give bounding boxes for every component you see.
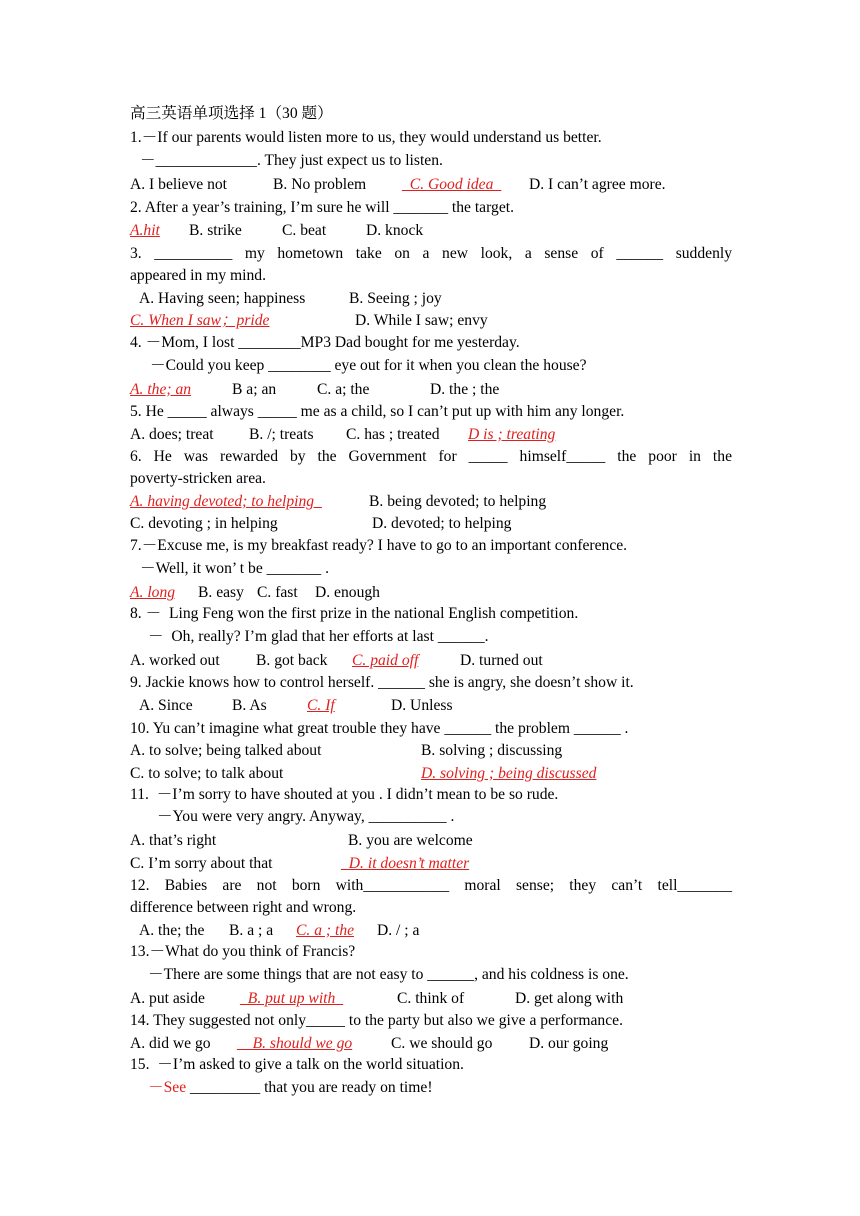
- q6-options-row2: [130, 514, 732, 534]
- q4-option-d: D. the ; the: [430, 381, 500, 398]
- q11-options-row2: [130, 854, 732, 874]
- q7-option-d: D. enough: [315, 584, 380, 601]
- q3-stem: 3. __________ my hometown take on a new look, a sense of ______ suddenly: [130, 245, 732, 262]
- q5-option-b: B. /; treats: [249, 426, 314, 443]
- q3-options-row1: [130, 289, 732, 309]
- q8-options: [130, 651, 732, 671]
- q1-option-b: B. No problem: [273, 176, 367, 193]
- q3-option-a: A. Having seen; happiness: [139, 290, 306, 307]
- q8-stem: 8. － Ling Feng won the first prize in the national English competition.: [130, 605, 579, 622]
- q8-option-b: B. got back: [256, 652, 328, 669]
- q14-stem: 14. They suggested not only_____ to the party but also we give a performance.: [130, 1012, 623, 1029]
- q1-option-d: D. I can’t agree more.: [529, 176, 666, 193]
- q10-options-row2: [130, 764, 732, 784]
- q13-option-b-answer: _B. put up with_: [240, 990, 344, 1007]
- q2-option-a-answer: A.hit: [130, 222, 160, 239]
- q15-stem-line2-rest: _________ that you are ready on time!: [186, 1079, 433, 1096]
- q6-options-row1: [130, 492, 732, 512]
- q9-option-b: B. As: [232, 697, 267, 714]
- q12-option-b: B. a ; a: [229, 922, 274, 939]
- q5-options: [130, 425, 732, 445]
- q14-options: [130, 1034, 732, 1054]
- q13-stem: 13.－What do you think of Francis?: [130, 943, 356, 960]
- q5-option-c: C. has ; treated: [346, 426, 440, 443]
- q5-stem: 5. He _____ always _____ me as a child, so I can’t put up with him any longer.: [130, 403, 625, 420]
- q6-stem: 6. He was rewarded by the Government for _____ himself_____ the poor in the: [130, 448, 732, 465]
- q2-option-b: B. strike: [189, 222, 242, 239]
- q5-option-a: A. does; treat: [130, 426, 214, 443]
- q1-stem-line2: －_____________. They just expect us to listen.: [140, 152, 443, 169]
- q1-stem: 1.－If our parents would listen more to us, they would understand us better.: [130, 129, 602, 146]
- q9-option-a: A. Since: [139, 697, 193, 714]
- q13-options: [130, 989, 732, 1009]
- q2-option-d: D. knock: [366, 222, 424, 239]
- q5-option-d-answer: D is ; treating: [468, 426, 556, 443]
- q15-stem-line2: [148, 1078, 433, 1098]
- q1-option-c-answer: _C. Good idea_: [402, 176, 502, 193]
- q4-option-c: C. a; the: [317, 381, 370, 398]
- q8-option-a: A. worked out: [130, 652, 220, 669]
- q3-option-d: D. While I saw; envy: [355, 312, 488, 329]
- q1-option-a: A. I believe not: [130, 176, 227, 193]
- q13-option-d: D. get along with: [515, 990, 624, 1007]
- q6-stem-line2: poverty-stricken area.: [130, 470, 266, 487]
- q9-option-d: D. Unless: [391, 697, 453, 714]
- q6-option-c: C. devoting ; in helping: [130, 515, 278, 532]
- q12-option-c-answer: C. a ; the: [296, 922, 355, 939]
- q4-stem: 4. －Mom, I lost ________MP3 Dad bought for me yesterday.: [130, 334, 520, 351]
- q11-option-b: B. you are welcome: [348, 832, 473, 849]
- q4-option-b: B a; an: [232, 381, 277, 398]
- q2-stem: 2. After a year’s training, I’m sure he will _______ the target.: [130, 199, 514, 216]
- q9-options: [130, 696, 732, 716]
- q15-see-highlight: －See: [148, 1079, 187, 1096]
- q12-option-d: D. / ; a: [377, 922, 420, 939]
- q4-stem-line2: －Could you keep ________ eye out for it when you clean the house?: [150, 357, 587, 374]
- q11-stem: 11. －I’m sorry to have shouted at you . I didn’t mean to be so rude.: [130, 786, 559, 803]
- q11-option-a: A. that’s right: [130, 832, 217, 849]
- q11-stem-line2: －You were very angry. Anyway, __________ .: [157, 808, 455, 825]
- q8-stem-line2: － Oh, really? I’m glad that her efforts at last ______.: [148, 628, 489, 645]
- q7-option-c: C. fast: [257, 584, 298, 601]
- q6-option-a-answer: A. having devoted; to helping_: [130, 493, 322, 510]
- q2-option-c: C. beat: [282, 222, 327, 239]
- q11-option-c: C. I’m sorry about that: [130, 855, 273, 872]
- q3-options-row2: [130, 311, 732, 331]
- q8-option-d: D. turned out: [460, 652, 543, 669]
- q7-stem-line2: －Well, it won’ t be _______ .: [140, 560, 330, 577]
- q14-option-c: C. we should go: [391, 1035, 493, 1052]
- q14-option-d: D. our going: [529, 1035, 609, 1052]
- q7-option-b: B. easy: [198, 584, 244, 601]
- q12-option-a: A. the; the: [139, 922, 205, 939]
- q7-options: [130, 583, 732, 603]
- q1-options: [130, 175, 732, 195]
- q13-option-c: C. think of: [397, 990, 465, 1007]
- q12-stem-line2: difference between right and wrong.: [130, 899, 357, 916]
- q11-options-row1: [130, 831, 732, 851]
- q8-option-c-answer: C. paid off: [352, 652, 419, 669]
- page-title: 高三英语单项选择 1（30 题）: [130, 105, 333, 122]
- q12-stem: 12. Babies are not born with___________ moral sense; they can’t tell_______: [130, 877, 732, 894]
- q13-stem-line2: －There are some things that are not easy to ______, and his coldness is one.: [148, 966, 629, 983]
- q3-option-b: B. Seeing ; joy: [349, 290, 442, 307]
- q10-option-b: B. solving ; discussing: [421, 742, 563, 759]
- q12-options: [130, 921, 732, 941]
- q15-stem: 15. －I’m asked to give a talk on the world situation.: [130, 1056, 464, 1073]
- q10-stem: 10. Yu can’t imagine what great trouble they have ______ the problem ______ .: [130, 720, 629, 737]
- q10-option-d-answer: D. solving ; being discussed: [421, 765, 597, 782]
- q2-options: [130, 221, 732, 241]
- q9-option-c-answer: C. If: [307, 697, 335, 714]
- q9-stem: 9. Jackie knows how to control herself. ______ she is angry, she doesn’t show it.: [130, 674, 634, 691]
- q6-option-b: B. being devoted; to helping: [369, 493, 547, 510]
- q13-option-a: A. put aside: [130, 990, 205, 1007]
- q14-option-b-answer: __B. should we go: [237, 1035, 353, 1052]
- q14-option-a: A. did we go: [130, 1035, 211, 1052]
- q10-option-a: A. to solve; being talked about: [130, 742, 322, 759]
- q7-stem: 7.－Excuse me, is my breakfast ready? I have to go to an important conference.: [130, 537, 628, 554]
- q4-option-a-answer: A. the; an: [130, 381, 192, 398]
- q10-option-c: C. to solve; to talk about: [130, 765, 284, 782]
- q3-option-c-answer: C. When I saw；pride: [130, 312, 270, 329]
- q6-option-d: D. devoted; to helping: [372, 515, 512, 532]
- q4-options: [130, 380, 732, 400]
- q10-options-row1: [130, 741, 732, 761]
- q7-option-a-answer: A. long: [130, 584, 176, 601]
- q11-option-d-answer: _D. it doesn’t matter: [341, 855, 470, 872]
- q3-stem-line2: appeared in my mind.: [130, 267, 266, 284]
